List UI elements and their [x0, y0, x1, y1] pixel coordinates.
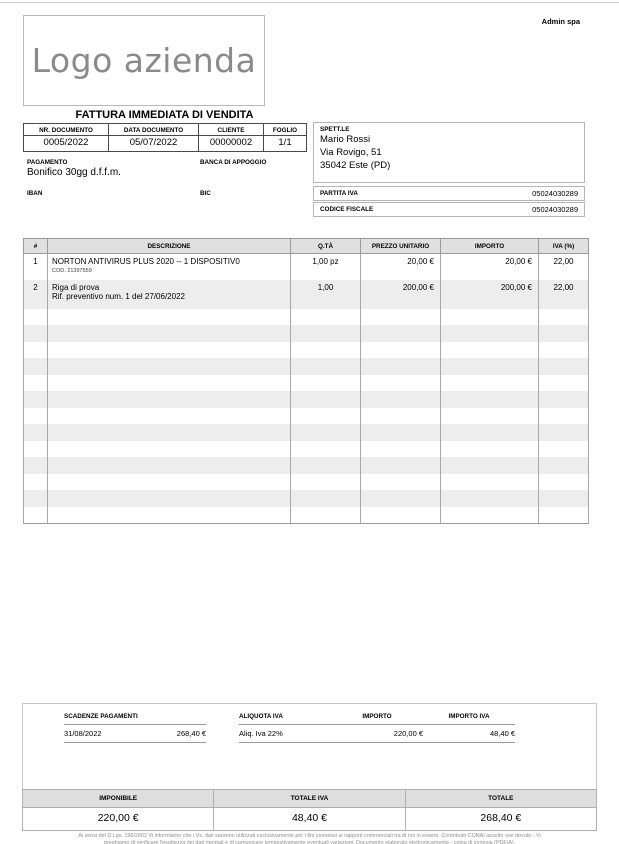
- table-row-empty: [24, 391, 589, 408]
- table-row: [24, 254, 589, 280]
- invoice-summary-box: [22, 703, 597, 831]
- company-logo-text: Logo azienda: [31, 41, 257, 80]
- item-unit-price: 20,00 €: [361, 254, 441, 280]
- customer-city: 35042 Este (PD): [320, 160, 391, 171]
- payment-due-amount: 268,40 €: [176, 728, 206, 738]
- totals-table: [22, 789, 597, 831]
- document-title: FATTURA IMMEDIATA DI VENDITA: [75, 109, 254, 121]
- aliquota-iva-col-label: ALIQUOTA IVA: [239, 713, 283, 720]
- item-qty: 1,00: [291, 280, 361, 309]
- totale-iva-label: TOTALE IVA: [214, 790, 405, 808]
- col-iva-header: IVA (%): [539, 239, 589, 254]
- foglio-value: 1/1: [264, 136, 307, 152]
- partita-iva-label: PARTITA IVA: [320, 190, 358, 197]
- item-vat: 22,00: [539, 280, 589, 309]
- item-code: COD. 21397559: [52, 268, 92, 274]
- importo-col-label: IMPORTO: [362, 713, 392, 720]
- table-row-empty: [24, 507, 589, 524]
- cliente-label: CLIENTE: [199, 124, 264, 136]
- legal-footer-line2-truncated: preghiamo di verificare l'esattezza dei dati riportati e di comunicare tempestivamente eventuali variazioni. Documento elaborato elettronicamente - copia di cortesia (PDF/A).: [103, 839, 516, 844]
- table-row-empty: [24, 375, 589, 392]
- importo-iva-col-label: IMPORTO IVA: [448, 713, 490, 720]
- table-row-empty: [24, 408, 589, 425]
- vat-summary-row: [239, 725, 515, 744]
- item-description: Riga di prova: [52, 282, 100, 292]
- customer-name: Mario Rossi: [320, 134, 371, 145]
- payment-schedule: [64, 713, 206, 743]
- totals-header-row: [23, 790, 597, 808]
- totale-iva-value: 48,40 €: [214, 808, 405, 831]
- vat-summary: [239, 713, 515, 743]
- cliente-value: 00000002: [199, 136, 264, 152]
- totale-value: 268,40 €: [405, 808, 596, 831]
- invoice-items-table: [23, 238, 589, 524]
- items-header-row: [24, 239, 589, 254]
- item-vat: 22,00: [539, 254, 589, 280]
- codice-fiscale-value: 05024030289: [532, 205, 578, 214]
- pagamento-label: PAGAMENTO: [27, 159, 68, 166]
- partita-iva-row: [313, 186, 585, 201]
- item-description-cell: [48, 254, 291, 280]
- customer-street: Via Rovigo, 51: [320, 147, 382, 158]
- col-num-header: #: [24, 239, 48, 254]
- col-prezzo-header: PREZZO UNITARIO: [361, 239, 441, 254]
- banca-appoggio-label: BANCA DI APPOGGIO: [200, 159, 267, 166]
- items-empty-rows: [24, 309, 589, 524]
- codice-fiscale-label: CODICE FISCALE: [320, 206, 374, 213]
- document-info-table: [23, 123, 307, 152]
- totale-label: TOTALE: [405, 790, 596, 808]
- item-amount: 20,00 €: [441, 254, 539, 280]
- foglio-label: FOGLIO: [264, 124, 307, 136]
- item-num: 2: [24, 280, 48, 309]
- payment-schedule-title: SCADENZE PAGAMENTI: [64, 713, 206, 725]
- item-num: 1: [24, 254, 48, 280]
- item-description: NORTON ANTIVIRUS PLUS 2020 -- 1 DISPOSITIV0: [52, 257, 240, 266]
- vat-taxable-amount: 220,00 €: [393, 728, 423, 738]
- iban-label: IBAN: [27, 190, 43, 197]
- col-descrizione-header: DESCRIZIONE: [48, 239, 291, 254]
- data-documento-value: 05/07/2022: [109, 136, 199, 152]
- item-unit-price: 200,00 €: [361, 280, 441, 309]
- col-importo-header: IMPORTO: [441, 239, 539, 254]
- imponibile-value: 220,00 €: [23, 808, 214, 831]
- vat-summary-header: [239, 713, 515, 725]
- item-note: Rif. preventivo num. 1 del 27/06/2022: [52, 292, 185, 301]
- vat-rate-name: Aliq. Iva 22%: [239, 728, 283, 738]
- table-row-empty: [24, 441, 589, 458]
- payment-schedule-row: [64, 725, 206, 744]
- table-row-empty: [24, 490, 589, 507]
- page-top-divider: [0, 2, 619, 3]
- codice-fiscale-row: [313, 202, 585, 217]
- customer-address-box: [313, 122, 585, 183]
- col-qta-header: Q.TÀ: [291, 239, 361, 254]
- payment-due-date: 31/08/2022: [64, 728, 102, 738]
- partita-iva-value: 05024030289: [532, 189, 578, 198]
- vat-amount: 48,40 €: [489, 728, 515, 738]
- nr-documento-label: NR. DOCUMENTO: [24, 124, 109, 136]
- company-logo: [23, 15, 265, 106]
- table-row-empty: [24, 457, 589, 474]
- table-row-empty: [24, 474, 589, 491]
- imponibile-label: IMPONIBILE: [23, 790, 214, 808]
- table-row-empty: [24, 325, 589, 342]
- table-row-empty: [24, 424, 589, 441]
- document-info-header-row: [24, 124, 307, 136]
- totals-value-row: [23, 808, 597, 831]
- legal-footer: [4, 833, 615, 844]
- table-row-empty: [24, 309, 589, 326]
- pagamento-value: Bonifico 30gg d.f.f.m.: [27, 167, 121, 178]
- legal-footer-line1: Ai sensi del D.Lgs. 196/2003 Vi informiamo che i Vs. dati saranno utilizzati esclusivamente per i fini connessi ai rapporti commerciali tra di noi in essere. Contributo CONAI assolto ove dovuto - Vi: [78, 833, 541, 839]
- nr-documento-value: 0005/2022: [24, 136, 109, 152]
- spett-label: SPETT.LE: [320, 126, 350, 133]
- item-amount: 200,00 €: [441, 280, 539, 309]
- table-row: [24, 280, 589, 309]
- data-documento-label: DATA DOCUMENTO: [109, 124, 199, 136]
- document-info-value-row: [24, 136, 307, 152]
- item-description-cell: [48, 280, 291, 309]
- table-row-empty: [24, 342, 589, 359]
- bic-label: BIC: [200, 190, 211, 197]
- company-name: Admin spa: [541, 17, 580, 26]
- item-qty: 1,00 pz: [291, 254, 361, 280]
- table-row-empty: [24, 358, 589, 375]
